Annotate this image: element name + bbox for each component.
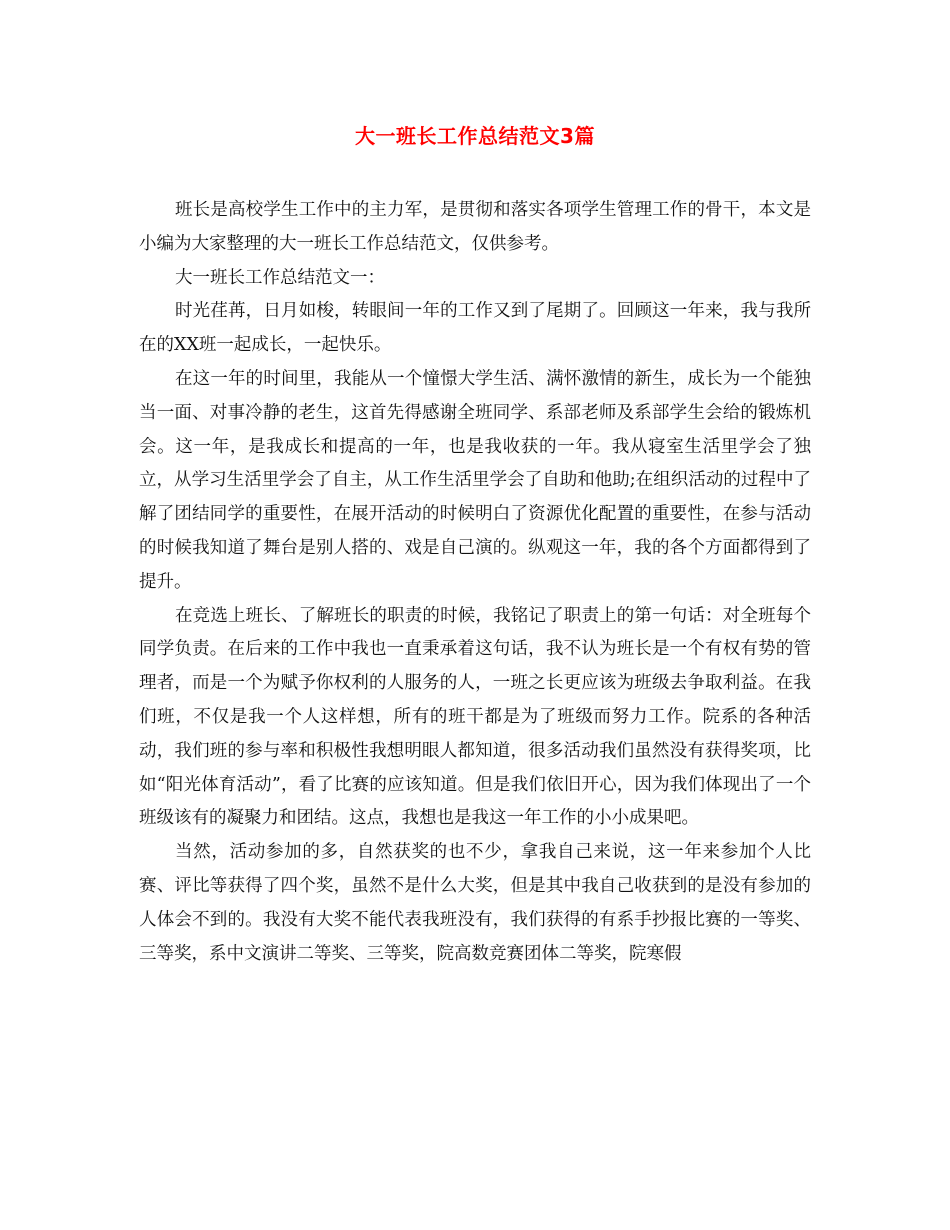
paragraph: 在这一年的时间里，我能从一个憧憬大学生活、满怀激情的新生，成长为一个能独当一面、对事冷静的老生，这首先得感谢全班同学、系部老师及系部学生会给的锻炼机会。这一年，是我成长和提高的一年，也是我收获的一年。我从寝室生活里学会了独立，从学习生活里学会了自主，从工作生活里学会了自助和他助;在组织活动的过程中了解了团结同学的重要性，在展开活动的时候明白了资源优化配置的重要性，在参与活动的时候我知道了舞台是别人搭的、戏是自己演的。纵观这一年，我的各个方面都得到了提升。: [139, 368, 811, 592]
paragraph: 当然，活动参加的多，自然获奖的也不少，拿我自己来说，这一年来参加个人比赛、评比等获得了四个奖，虽然不是什么大奖，但是其中我自己收获到的是没有参加的人体会不到的。我没有大奖不能代表我班没有，我们获得的有系手抄报比赛的一等奖、三等奖，系中文演讲二等奖、三等奖，院高数竞赛团体二等奖，院寒假: [139, 842, 811, 964]
paragraph-intro: 班长是高校学生工作中的主力军，是贯彻和落实各项学生管理工作的骨干，本文是小编为大家整理的大一班长工作总结范文，仅供参考。: [139, 200, 811, 254]
paragraph: 时光荏苒，日月如梭，转眼间一年的工作又到了尾期了。回顾这一年来，我与我所在的XX班一起成长，一起快乐。: [139, 301, 811, 356]
paragraph-section-heading: 大一班长工作总结范文一：: [175, 267, 385, 288]
document-body: [139, 194, 811, 971]
document-title: 大一班长工作总结范文3篇: [355, 124, 595, 148]
paragraph: 在竞选上班长、了解班长的职责的时候，我铭记了职责上的第一句话：对全班每个同学负责。在后来的工作中我也一直秉承着这句话，我不认为班长是一个有权有势的管理者，而是一个为赋予你权利的人服务的人，一班之长更应该为班级去争取利益。在我们班，不仅是我一个人这样想，所有的班干都是为了班级而努力工作。院系的各种活动，我们班的参与率和积极性我想明眼人都知道，很多活动我们虽然没有获得奖项，比如“阳光体育活动”，看了比赛的应该知道。但是我们依旧开心，因为我们体现出了一个班级该有的凝聚力和团结。这点，我想也是我这一年工作的小小成果吧。: [139, 605, 811, 829]
